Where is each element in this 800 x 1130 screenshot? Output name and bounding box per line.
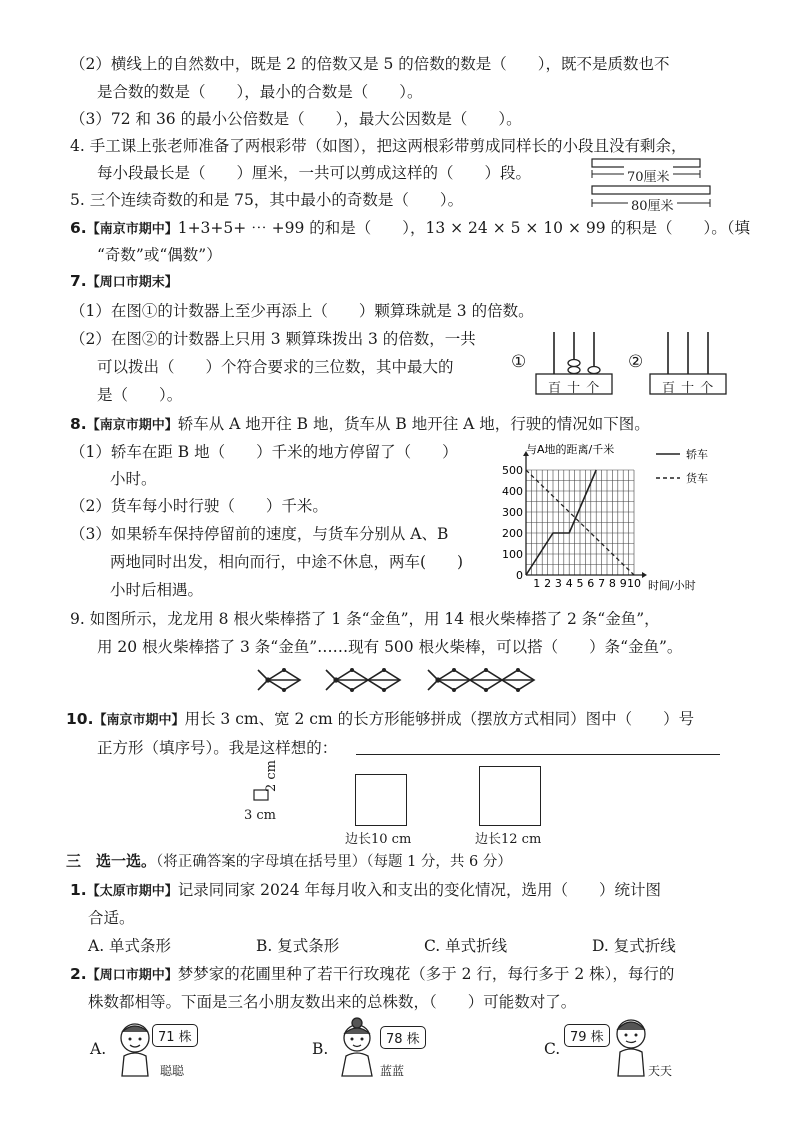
s1-option-b[interactable]: B. 复式条形 bbox=[256, 937, 340, 955]
s2-option-b[interactable]: B. bbox=[312, 1040, 329, 1058]
abacus-bead bbox=[588, 367, 600, 374]
section-3-title: 选一选。 bbox=[95, 852, 156, 870]
q8-line1 bbox=[70, 412, 650, 434]
matchstick-fish-figure bbox=[250, 662, 560, 698]
q10-line2: 正方形（填序号）。我是这样想的： bbox=[97, 739, 338, 757]
section-3-note: （将正确答案的字母填在括号里）（每题 1 分，共 6 分） bbox=[155, 854, 512, 870]
q6-source-tag: 【南京市期中】 bbox=[86, 222, 178, 237]
s2-kid-b-name: 蓝蓝 bbox=[380, 1064, 405, 1078]
q2-part2-line1: （2）横线上的自然数中，既是 2 的倍数又是 5 的倍数的数是（ ），既不是质数也不 bbox=[70, 55, 670, 73]
s1-option-a[interactable]: A. 单式条形 bbox=[88, 937, 172, 955]
s1-line1 bbox=[70, 878, 661, 900]
chart-y-tick-label: 100 bbox=[502, 548, 523, 561]
q7-source-tag: 【周口市期末】 bbox=[86, 275, 178, 290]
s1-option-d[interactable]: D. 复式折线 bbox=[592, 937, 676, 955]
section-3-number: 三 bbox=[66, 852, 82, 870]
q8-text: 轿车从 A 地开往 B 地，货车从 B 地开往 A 地，行驶的情况如下图。 bbox=[177, 415, 650, 433]
chart-x-tick-label: 7 bbox=[598, 577, 606, 590]
q2-part3: （3）72 和 36 的最小公倍数是（ ），最大公因数是（ ）。 bbox=[70, 110, 522, 128]
chart-legend bbox=[656, 448, 708, 485]
q6-text: 1+3+5+ ⋯ +99 的和是（ ），13 × 24 × 5 × 10 × 99 的积是（ ）。（填 bbox=[177, 219, 751, 237]
q10-line1 bbox=[66, 707, 694, 729]
q8-part3-line1: （3）如果轿车保持停留前的速度，与货车分别从 A、B bbox=[70, 525, 449, 543]
square-12cm bbox=[479, 766, 541, 826]
ribbon-70-label: 70厘米 bbox=[624, 166, 673, 185]
chart-x-tick-label: 9 bbox=[619, 577, 627, 590]
s2-kid-c-name: 天天 bbox=[648, 1064, 673, 1078]
q6-line1 bbox=[70, 216, 750, 238]
q10-answer-line[interactable] bbox=[356, 754, 720, 755]
abacus-bead bbox=[568, 360, 580, 367]
legend-truck-label: 货车 bbox=[686, 472, 708, 485]
s1-source-tag: 【太原市期中】 bbox=[86, 884, 178, 899]
chart-x-arrow bbox=[642, 572, 647, 578]
s2-kid-b-speech: 78 株 bbox=[380, 1026, 426, 1049]
ribbon-80-label: 80厘米 bbox=[628, 195, 677, 214]
q7-part2-line3: 是（ ）。 bbox=[97, 386, 183, 404]
ribbon-80 bbox=[592, 186, 710, 194]
q8-part3-line3: 小时后相遇。 bbox=[110, 581, 204, 599]
section-3-header bbox=[66, 850, 512, 871]
square-10cm bbox=[355, 774, 407, 826]
q7-part2-line1: （2）在图②的计数器上只用 3 颗算珠拨出 3 的倍数，一共 bbox=[70, 330, 476, 348]
s2-kid-a-name: 聪聪 bbox=[160, 1064, 185, 1078]
abacus-2-label: 百 十 个 bbox=[662, 381, 715, 396]
chart-y-tick-label: 300 bbox=[502, 506, 523, 519]
chart-x-tick-label: 10 bbox=[627, 577, 641, 590]
q6-line2: “奇数”或“偶数”） bbox=[97, 246, 222, 264]
q8-source-tag: 【南京市期中】 bbox=[86, 418, 178, 433]
q4-line2: 每小段最长是（ ）厘米，一共可以剪成这样的（ ）段。 bbox=[97, 164, 532, 182]
legend-car-label: 轿车 bbox=[686, 448, 708, 461]
s2-source-tag: 【周口市期中】 bbox=[86, 968, 178, 983]
chart-y-axis-label: 与A地的距离/千米 bbox=[526, 443, 615, 456]
q7-number: 7. bbox=[70, 272, 87, 290]
chart-x-tick-label: 8 bbox=[608, 577, 616, 590]
s2-text: 梦梦家的花圃里种了若干行玫瑰花（多于 2 行，每行多于 2 株），每行的 bbox=[177, 965, 675, 983]
chart-y-tick-label: 200 bbox=[502, 527, 523, 540]
fish-1 bbox=[258, 670, 300, 690]
s1-option-c[interactable]: C. 单式折线 bbox=[424, 937, 508, 955]
q6-number: 6. bbox=[70, 219, 87, 237]
s2-line1 bbox=[70, 962, 674, 984]
q8-part2: （2）货车每小时行驶（ ）千米。 bbox=[70, 497, 328, 515]
square-12cm-label: 边长12 cm bbox=[475, 832, 542, 847]
chart-x-axis-label: 时间/小时 bbox=[648, 579, 696, 592]
q8-number: 8. bbox=[70, 415, 87, 433]
q10-text: 用长 3 cm、宽 2 cm 的长方形能够拼成（摆放方式相同）图中（ ）号 bbox=[184, 710, 695, 728]
small-rectangle-height: 2 cm bbox=[264, 759, 279, 792]
s1-text: 记录同同家 2024 年每月收入和支出的变化情况，选用（ ）统计图 bbox=[177, 881, 662, 899]
chart-x-tick-label: 3 bbox=[554, 577, 562, 590]
q7-part1: （1）在图①的计数器上至少再添上（ ）颗算珠就是 3 的倍数。 bbox=[70, 302, 534, 320]
q8-part1-line2: 小时。 bbox=[110, 470, 157, 488]
chart-x-tick-label: 6 bbox=[587, 577, 595, 590]
q2-part2-line2: 是合数的数是（ ），最小的合数是（ ）。 bbox=[97, 83, 423, 101]
q8-part1-line1: （1）轿车在距 B 地（ ）千米的地方停留了（ ） bbox=[70, 443, 458, 461]
chart-x-tick-label: 2 bbox=[544, 577, 552, 590]
square-10cm-label: 边长10 cm bbox=[345, 832, 412, 847]
s2-option-c[interactable]: C. bbox=[544, 1040, 561, 1058]
abacus-bead bbox=[568, 367, 580, 374]
q4-line1: 4. 手工课上张老师准备了两根彩带（如图），把这两根彩带剪成同样长的小段且没有剩余， bbox=[70, 137, 687, 155]
q7-part2-line2: 可以拨出（ ）个符合要求的三位数，其中最大的 bbox=[97, 358, 454, 376]
s1-number: 1. bbox=[70, 881, 87, 899]
q10-number: 10. bbox=[66, 710, 94, 728]
chart-x-tick-label: 5 bbox=[576, 577, 584, 590]
s2-number: 2. bbox=[70, 965, 87, 983]
q9-line1: 9. 如图所示，龙龙用 8 根火柴棒搭了 1 条“金鱼”，用 14 根火柴棒搭了 2 条“金鱼”， bbox=[70, 610, 660, 628]
s2-kid-a-speech: 71 株 bbox=[152, 1024, 198, 1047]
q10-source-tag: 【南京市期中】 bbox=[93, 713, 185, 728]
q7-header bbox=[70, 271, 178, 290]
q5: 5. 三个连续奇数的和是 75，其中最小的奇数是（ ）。 bbox=[70, 191, 464, 209]
s1-line2: 合适。 bbox=[88, 909, 135, 927]
kid-lanlan-illustration bbox=[332, 1016, 382, 1082]
s2-line2: 株数都相等。下面是三名小朋友数出来的总株数，（ ）可能数对了。 bbox=[88, 993, 577, 1011]
fish-3 bbox=[428, 670, 534, 690]
s2-kid-c-speech: 79 株 bbox=[564, 1024, 610, 1047]
q8-part3-line2: 两地同时出发，相向而行，中途不休息，两车( ) bbox=[110, 553, 464, 571]
abacus-1-label: 百 十 个 bbox=[548, 381, 601, 396]
q9-line2: 用 20 根火柴棒搭了 3 条“金鱼”……现有 500 根火柴棒，可以搭（ ）条“金鱼”。 bbox=[97, 638, 683, 656]
distance-time-chart bbox=[496, 440, 736, 596]
chart-y-tick-label: 0 bbox=[516, 569, 523, 582]
chart-x-tick-label: 4 bbox=[565, 577, 573, 590]
chart-y-tick-label: 500 bbox=[502, 464, 523, 477]
abacus-1-marker: ① bbox=[511, 352, 527, 372]
s2-option-a[interactable]: A. bbox=[90, 1040, 107, 1058]
chart-x-tick-label: 1 bbox=[533, 577, 541, 590]
abacus-2-marker: ② bbox=[628, 352, 644, 372]
chart-y-tick-label: 400 bbox=[502, 485, 523, 498]
small-rectangle-width: 3 cm bbox=[244, 808, 277, 823]
